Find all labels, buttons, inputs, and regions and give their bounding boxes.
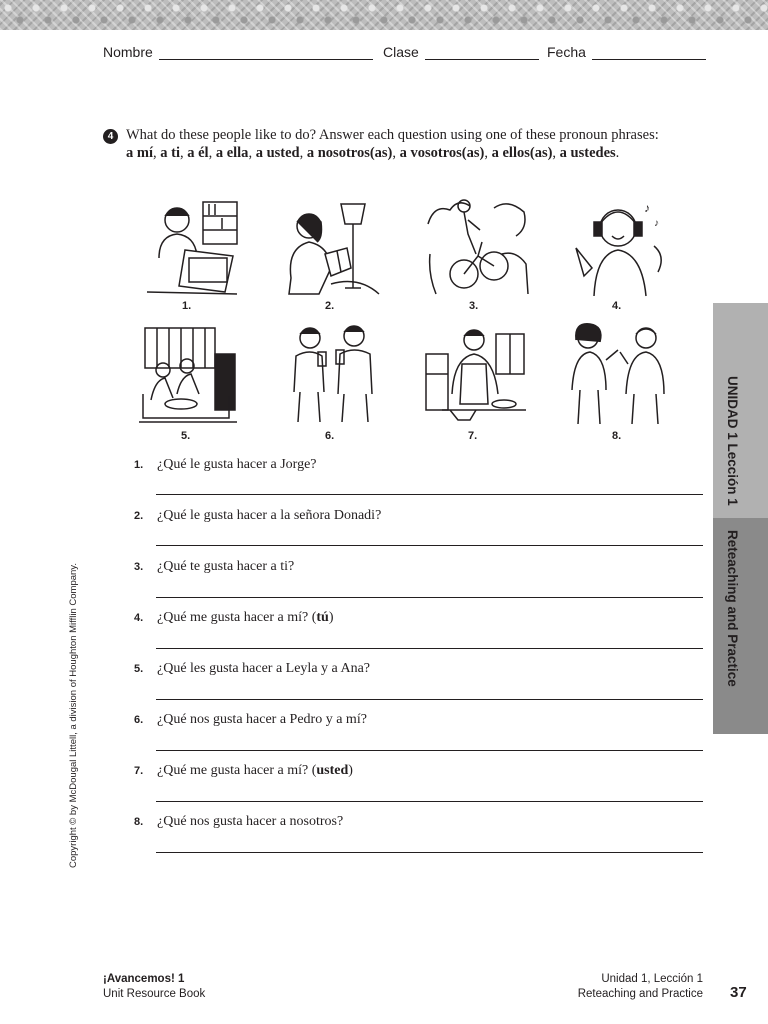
illustration-label: 2. <box>325 300 335 312</box>
footer-unit-info <box>578 972 703 1002</box>
question-number: 2. <box>134 510 144 522</box>
answer-line-3[interactable] <box>156 597 703 598</box>
book-title: ¡Avancemos! 1 <box>103 973 185 985</box>
question-text: ¿Qué le gusta hacer a Jorge? <box>157 457 317 472</box>
girls-eating-snacks-illustration <box>137 324 241 426</box>
question-text: ¿Qué me gusta hacer a mí? (tú) <box>157 610 334 625</box>
footer-book-info <box>103 972 205 1002</box>
question-number: 8. <box>134 816 144 828</box>
illustration-label: 8. <box>612 430 622 442</box>
boy-listening-to-music-illustration <box>566 196 670 298</box>
question-number: 7. <box>134 765 144 777</box>
answer-line-8[interactable] <box>156 852 703 853</box>
unit-side-tab <box>713 303 768 518</box>
instructions-intro: What do these people like to do? Answer each question using one of these pronoun phrases: <box>126 127 659 143</box>
question-text: ¿Qué nos gusta hacer a Pedro y a mí? <box>157 712 367 727</box>
clase-line[interactable] <box>425 45 539 60</box>
answer-line-7[interactable] <box>156 801 703 802</box>
answer-line-5[interactable] <box>156 699 703 700</box>
illustration-label: 7. <box>468 430 478 442</box>
question-text: ¿Qué les gusta hacer a Leyla y a Ana? <box>157 661 371 676</box>
question-text: ¿Qué te gusta hacer a ti? <box>157 559 295 574</box>
question-number: 5. <box>134 663 144 675</box>
fecha-label: Fecha <box>547 44 586 60</box>
svg-text:♪: ♪ <box>654 218 659 229</box>
nombre-line[interactable] <box>159 45 373 60</box>
copyright-notice: Copyright © by McDougal Littell, a division of Houghton Mifflin Company. <box>68 563 79 868</box>
footer-unit: Unidad 1, Lección 1 <box>601 973 703 985</box>
question-number: 4. <box>134 612 144 624</box>
illustration-label: 3. <box>469 300 479 312</box>
book-subtitle: Unit Resource Book <box>103 988 206 1000</box>
footer-section: Reteaching and Practice <box>577 988 703 1000</box>
illustration-label: 6. <box>325 430 335 442</box>
answer-line-6[interactable] <box>156 750 703 751</box>
page-number: 37 <box>730 984 747 1001</box>
question-number: 1. <box>134 459 144 471</box>
woman-reading-book-illustration <box>279 198 385 298</box>
illustration-label: 4. <box>612 300 622 312</box>
man-cooking-illustration <box>422 324 528 426</box>
nombre-field[interactable] <box>103 44 373 60</box>
clase-label: Clase <box>383 44 419 60</box>
question-number: 3. <box>134 561 144 573</box>
boys-drinking-juice-illustration <box>280 322 384 426</box>
friends-talking-illustration <box>566 320 670 426</box>
fecha-line[interactable] <box>592 45 706 60</box>
nombre-label: Nombre <box>103 44 153 60</box>
answer-line-4[interactable] <box>156 648 703 649</box>
question-text: ¿Qué me gusta hacer a mí? (usted) <box>157 763 353 778</box>
section-side-tab-label: Reteaching and Practice <box>725 530 740 687</box>
activity-instructions <box>126 126 666 162</box>
section-side-tab <box>713 518 768 734</box>
activity-number: 4 <box>103 129 118 144</box>
question-text: ¿Qué le gusta hacer a la señora Donadi? <box>157 508 382 523</box>
illustration-label: 1. <box>182 300 192 312</box>
answer-line-1[interactable] <box>156 494 703 495</box>
fecha-field[interactable] <box>547 44 706 60</box>
clase-field[interactable] <box>383 44 539 60</box>
decorative-top-border <box>0 0 768 30</box>
svg-text:♪: ♪ <box>644 201 650 215</box>
question-number: 6. <box>134 714 144 726</box>
person-riding-bicycle-illustration <box>424 194 530 298</box>
illustration-label: 5. <box>181 430 191 442</box>
question-text: ¿Qué nos gusta hacer a nosotros? <box>157 814 344 829</box>
boy-using-laptop-illustration <box>137 198 243 298</box>
answer-line-2[interactable] <box>156 545 703 546</box>
unit-side-tab-label: UNIDAD 1 Lección 1 <box>725 376 740 506</box>
pronoun-phrases: a mí, a ti, a él, a ella, a usted, a nosotros(as), a vosotros(as), a ellos(as), a ustedes. <box>126 145 620 161</box>
